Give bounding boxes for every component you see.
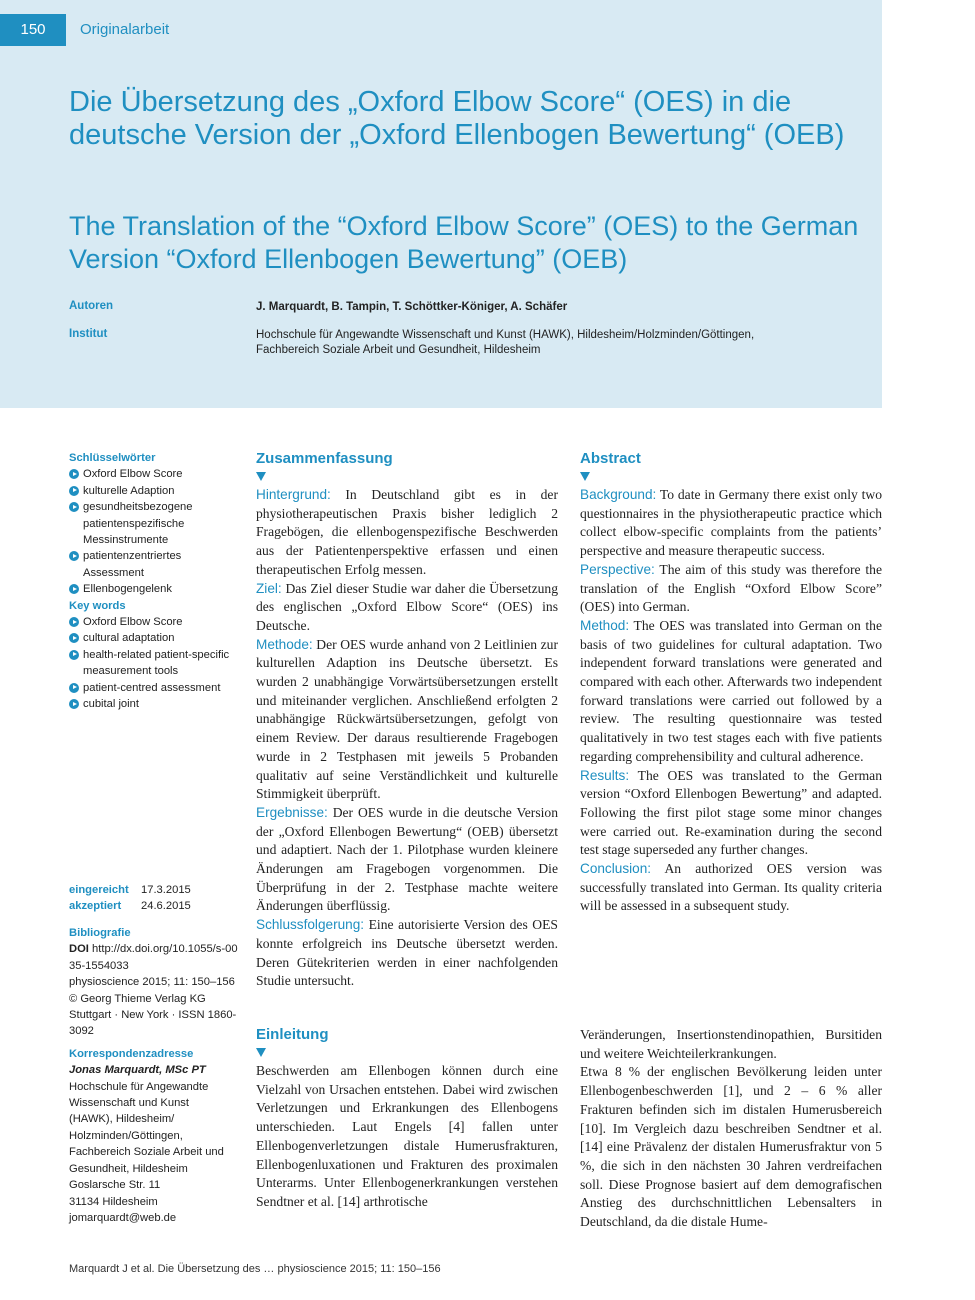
keyword-item: Oxford Elbow Score (69, 614, 239, 630)
keyword-item: kulturelle Adaption (69, 483, 239, 499)
bibliography-sidebar (69, 925, 241, 1226)
bullet-arrow-icon (69, 469, 79, 479)
accepted-date: 24.6.2015 (141, 900, 191, 913)
title-german: Die Übersetzung des „Oxford Elbow Score“ (OES) in die deutsche Version der „Oxford Ellenbogen Bewertung“ (OEB) (69, 86, 845, 151)
bullet-arrow-icon (69, 617, 79, 627)
keyword-item: gesundheitsbezogene patientenspezifische Messinstrumente (69, 499, 239, 548)
address-line: 31134 Hildesheim (69, 1195, 158, 1208)
einleitung-continued (580, 1026, 882, 1232)
doi-label: DOI (69, 943, 89, 956)
einleitung-section (256, 1026, 558, 1212)
dates-block (69, 882, 239, 915)
section-label: Originalarbeit (80, 21, 170, 38)
paragraph: Method: The OES was translated into German on the basis of two guidelines for cultural adaptation. Two independent forward translations were generated and compared with each other. Afterwards two independent forward translations were carried out followed by a review. The resulting questionnaire was tested qualitatively in two test stages each with five patients regarding comprehensibility and cultural adherence. (580, 617, 882, 764)
received-date: 17.3.2015 (141, 884, 191, 896)
paragraph: Beschwerden am Ellenbogen können durch eine Vielzahl von Ursachen entstehen. Dabei wird zwischen Verletzungen und Erkrankungen des Ellenbogens unterschieden. Laut Engels [4] fallen unter Ellenbogenverletzungen distale Humerusfrakturen, Ellenbogenluxationen und Frakturen des proximalen Unterarms. Unter Ellenbogenerkrankungen verstehen Sendtner et al. [14] arthrotische (256, 1063, 558, 1209)
paragraph: Ziel: Das Ziel dieser Studie war daher die Übersetzung des englischen „Oxford Elbow Score“ (OES) ins Deutsche. (256, 580, 558, 633)
keywords-de-heading: Schlüsselwörter (69, 452, 156, 464)
keyword-item: health-related patient-specific measurement tools (69, 647, 239, 680)
paragraph: Conclusion: An authorized OES version was successfully translated into German. Its quality criteria will be assessed in a subsequent study. (580, 861, 882, 914)
bullet-arrow-icon (69, 584, 79, 594)
page-number: 150 (0, 14, 66, 46)
address-line: Hochschule für Angewandte (69, 1080, 209, 1093)
citation: physioscience 2015; 11: 150–156 © Georg Thieme Verlag KG Stuttgart · New York · ISSN 1860-3092 (69, 976, 237, 1038)
institute-line: Fachbereich Soziale Arbeit und Gesundheit, Hildesheim (256, 344, 541, 356)
keywords-sidebar (69, 450, 239, 713)
paragraph: Hintergrund: In Deutschland gibt es in der physiotherapeutischen Praxis bisher lediglich 2 Fragebögen, die ellenbogenspezifische Beschwerden aus der Patientenperspektive erfassen und einen therapeutischen Erfolg messen. (256, 487, 558, 577)
bullet-arrow-icon (69, 633, 79, 643)
address-line: Wissenschaft und Kunst (69, 1097, 190, 1110)
einleitung-heading: Einleitung (256, 1026, 329, 1043)
keyword-item: cultural adaptation (69, 630, 239, 646)
heading-triangle-icon (256, 472, 266, 481)
paragraph: Ergebnisse: Der OES wurde in die deutsche Version der „Oxford Ellenbogen Bewertung“ (OEB) übersetzt und adaptiert. Nach der 1. Pilotphase wurden kleinere Änderungen am Fragebogen vorgenommen. Die Überprüfung in der 2. Testphase machte weitere Änderungen überflüssig. (256, 804, 558, 914)
correspondence-name: Jonas Marquardt, MSc PT (69, 1064, 206, 1077)
email-link[interactable]: jomarquardt@web.de (69, 1211, 177, 1224)
authors-label: Autoren (69, 300, 114, 312)
address-line: Holzminden/Göttingen, (69, 1129, 183, 1142)
page-footer: Marquardt J et al. Die Übersetzung des … physioscience 2015; 11: 150–156 (69, 1263, 441, 1275)
address-line: (HAWK), Hildesheim/ (69, 1113, 175, 1126)
bullet-arrow-icon (69, 486, 79, 496)
zusammenfassung-heading: Zusammenfassung (256, 450, 393, 467)
bullet-arrow-icon (69, 502, 79, 512)
address-line: Gesundheit, Hildesheim (69, 1162, 188, 1175)
paragraph: Results: The OES was translated to the German version “Oxford Ellenbogen Bewertung” and adapted. Following the first pilot stage some minor changes were carried out. Re-examination during the second test stage superseded any further changes. (580, 767, 883, 858)
keyword-item: patientenzentriertes Assessment (69, 548, 239, 581)
accepted-label: akzeptiert (69, 900, 122, 913)
institute (256, 328, 856, 358)
title-english: The Translation of the “Oxford Elbow Score” (OES) to the German Version “Oxford Ellenbogen Bewertung” (OEB) (69, 211, 859, 274)
keyword-item: patient-centred assessment (69, 680, 239, 696)
bullet-arrow-icon (69, 699, 79, 709)
address-line: Goslarsche Str. 11 (69, 1179, 161, 1192)
bibliography-heading: Bibliografie (69, 927, 131, 939)
keyword-item: cubital joint (69, 696, 239, 712)
paragraph: Methode: Der OES wurde anhand von 2 Leitlinien zur kulturellen Adaption ins Deutsche übersetzt. Es wurden 2 unabhängige Vorwärtsübersetzungen erstellt und miteinander verglichen. Anschließend erfolgten 2 unabhängige Rückwärtsübersetzungen, gefolgt von einem Review. Der daraus resultierende Fragebogen wurde in 2 Testphasen mit jeweils 5 Probanden qualitativ auf seine Verständlichkeit und kulturelle Stimmigkeit überprüft. (256, 636, 558, 802)
keyword-item: Ellenbogengelenk (69, 581, 239, 597)
paragraph: Etwa 8 % der englischen Bevölkerung leiden unter Ellenbogenbeschwerden [1], und 2 – 6 % aller Frakturen befinden sich im distalen Humerusbereich [10]. Im Vergleich dazu beschreiben Sendtner et al. [14] eine Prävalenz der distalen Humerusfraktur von 5 %, die sich in den nächsten 30 Jahren verdreifachen soll. Diese Prognose basiert auf dem demografischen Anstieg des durchschnittlichen Lebensalters in Deutschland, da die distale Hume- (580, 1064, 882, 1230)
bullet-arrow-icon (69, 650, 79, 660)
institute-line: Hochschule für Angewandte Wissenschaft und Kunst (HAWK), Hildesheim/Holzminden/Göttingen, (256, 329, 755, 341)
authors: J. Marquardt, B. Tampin, T. Schöttker-Königer, A. Schäfer (256, 301, 568, 313)
abstract-heading: Abstract (580, 450, 641, 467)
paragraph: Perspective: The aim of this study was therefore the translation of the English “Oxford Elbow Score” (OES) into German. (580, 561, 882, 615)
doi-link[interactable]: http://dx.doi.org/10.1055/s-0035-1554033 (69, 943, 238, 972)
correspondence-heading: Korrespondenzadresse (69, 1047, 194, 1060)
received-label: eingereicht (69, 884, 129, 896)
address-line: Fachbereich Soziale Arbeit und (69, 1146, 224, 1159)
abstract-section (580, 450, 882, 916)
heading-triangle-icon (580, 472, 590, 481)
keyword-item: Oxford Elbow Score (69, 466, 239, 482)
paragraph: Veränderungen, Insertionstendinopathien, Bursitiden und weitere Weichteilerkrankungen. (580, 1027, 882, 1061)
bullet-arrow-icon (69, 551, 79, 561)
keywords-en-heading: Key words (69, 599, 126, 612)
bullet-arrow-icon (69, 683, 79, 693)
zusammenfassung-section (256, 450, 558, 991)
institute-label: Institut (69, 328, 108, 340)
doi-line (69, 941, 241, 974)
heading-triangle-icon (256, 1048, 266, 1057)
paragraph: Background: To date in Germany there exist only two questionnaires in the physiotherapeutic practice which collect elbow-specific complaints from the patients’ perspective and measure therapeutic success. (580, 487, 882, 559)
paragraph: Schlussfolgerung: Eine autorisierte Version des OES konnte erfolgreich ins Deutsche übersetzt werden. Deren Gütekriterien werden in einer nachfolgenden Studie untersucht. (256, 917, 558, 989)
